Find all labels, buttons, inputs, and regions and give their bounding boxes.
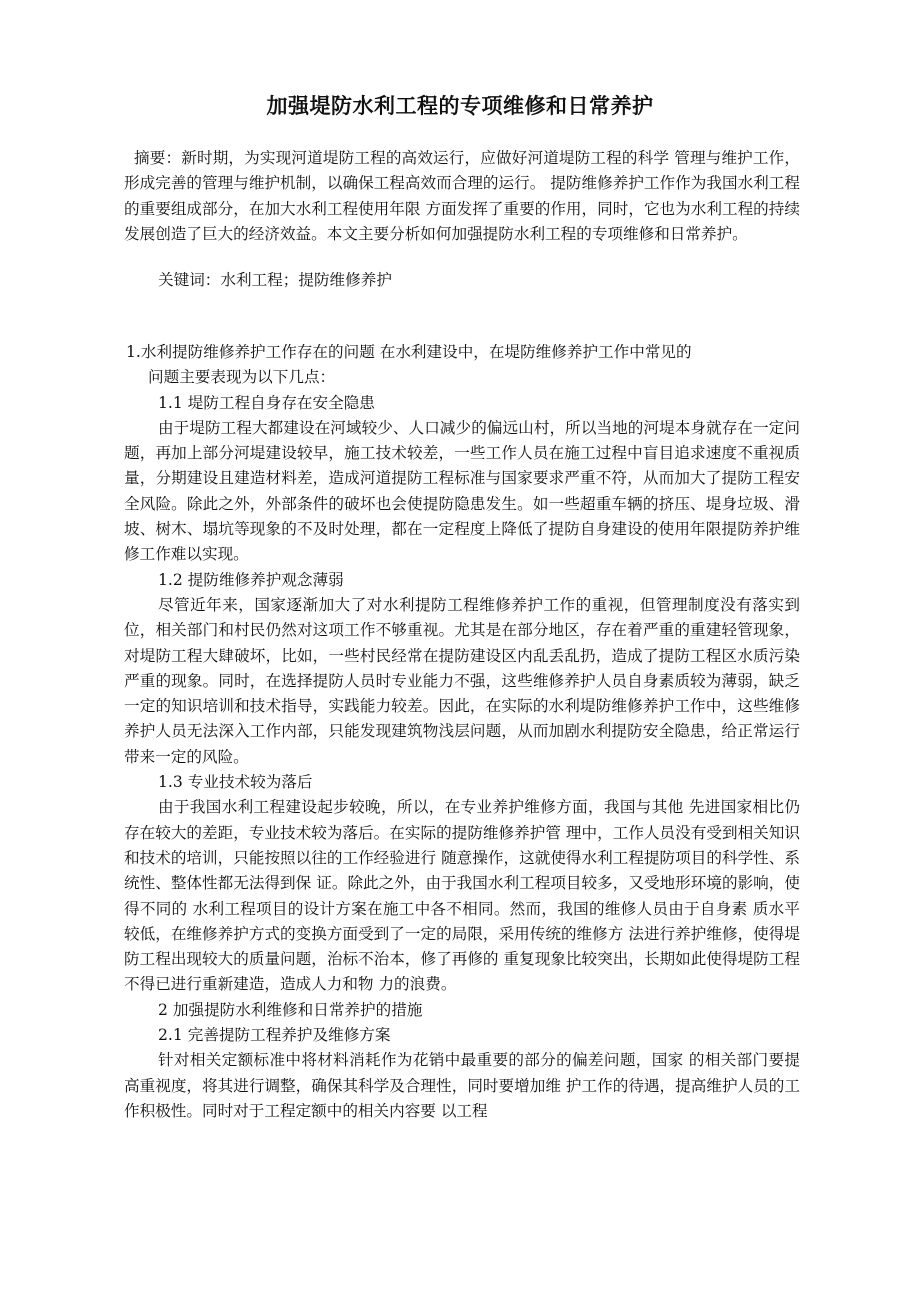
paragraph-1-1: 由于堤防工程大都建设在河域较少、人口减少的偏远山村，所以当地的河堤本身就存在一定问题，再加上部分河堤建设较早，施工技术较差，一些工作人员在施工过程中盲目追求速度不重视质量，分期建设且建造材料差，造成河道提防工程标准与国家要求严重不符，从而加大了提防工程安全风险。除此之外，外部条件的破坏也会使提防隐患发生。如一些超重车辆的挤压、堤身垃圾、滑坡、树木、塌坑等现象的不及时处理，都在一定程度上降低了提防自身建设的使用年限提防养护维修工作难以实现。 xyxy=(124,418,800,564)
subheading-1-3: 1.3 专业技术较为落后 xyxy=(158,773,313,792)
paragraph-2-1: 针对相关定额标准中将材料消耗作为花销中最重要的部分的偏差问题，国家 的相关部门要提高重视度，将其进行调整，确保其科学及合理性，同时要增加维 护工作的待遇，提高维护人员的工作积极性。同时对于工程定额中的相关内容要 以工程 xyxy=(124,1051,800,1120)
subheading-1-1: 1.1 堤防工程自身存在安全隐患 xyxy=(158,393,375,412)
paragraph-1-2: 尽管近年来，国家逐渐加大了对水利提防工程维修养护工作的重视，但管理制度没有落实到位，相关部门和村民仍然对这项工作不够重视。尤其是在部分地区，存在着严重的重建轻管现象，对堤防工程大肆破坏，比如，一些村民经常在提防建设区内乱丢乱扔，造成了提防工程区水质污染严重的现象。同时，在选择提防人员时专业能力不强，这些维修养护人员自身素质较为薄弱，缺乏一定的知识培训和技术指导，实践能力较差。因此，在实际的水利堤防维修养护工作中，这些维修养护人员无法深入工作内部，只能发现建筑物浅层问题，从而加剧水利提防安全隐患，给正常运行带来一定的风险。 xyxy=(124,595,800,766)
abstract-section xyxy=(124,146,800,247)
keywords-line: 关键词：水利工程；提防维修养护 xyxy=(158,271,392,289)
document-title: 加强堤防水利工程的专项维修和日常养护 xyxy=(266,94,654,118)
abstract-text: 摘要：新时期，为实现河道堤防工程的高效运行，应做好河道堤防工程的科学 管理与维护工作，形成完善的管理与维护机制，以确保工程高效而合理的运行。 提防维修养护工作作为我国水利工程的重要组成部分，在加大水利工程使用年限 方面发挥了重要的作用，同时，它也为水利工程的持续发展创造了巨大的经济效益。本文主要分析如何加强提防水利工程的专项维修和日常养护。 xyxy=(124,149,800,243)
subheading-2-1: 2.1 完善提防工程养护及维修方案 xyxy=(158,1026,391,1045)
section-1-heading-continued: 问题主要表现为以下几点： xyxy=(148,368,336,387)
section-1-heading: 1.水利提防维修养护工作存在的问题 在水利建设中，在堤防维修养护工作中常见的 xyxy=(126,343,692,361)
section-2-heading: 2 加强提防水利维修和日常养护的措施 xyxy=(158,1000,423,1019)
body-section xyxy=(124,340,800,1124)
paragraph-1-3: 由于我国水利工程建设起步较晚，所以，在专业养护维修方面，我国与其他 先进国家相比仍存在较大的差距，专业技术较为落后。在实际的提防维修养护管 理中，工作人员没有受到相关知识和技术的培训，只能按照以往的工作经验进行 随意操作，这就使得水利工程提防项目的科学性、系统性、整体性都无法得到保 证。除此之外，由于我国水利工程项目较多，又受地形环境的影响，使得不同的 水利工程项目的设计方案在施工中各不相同。然而，我国的维修人员由于自身素 质水平较低，在维修养护方式的变换方面受到了一定的局限，采用传统的维修方 法进行养护维修，使得堤防工程出现较大的质量问题，治标不治本，修了再修的 重复现象比较突出，长期如此使得堤防工程不得已进行重新建造，造成人力和物 力的浪费。 xyxy=(124,798,800,994)
subheading-1-2: 1.2 提防维修养护观念薄弱 xyxy=(158,570,344,589)
